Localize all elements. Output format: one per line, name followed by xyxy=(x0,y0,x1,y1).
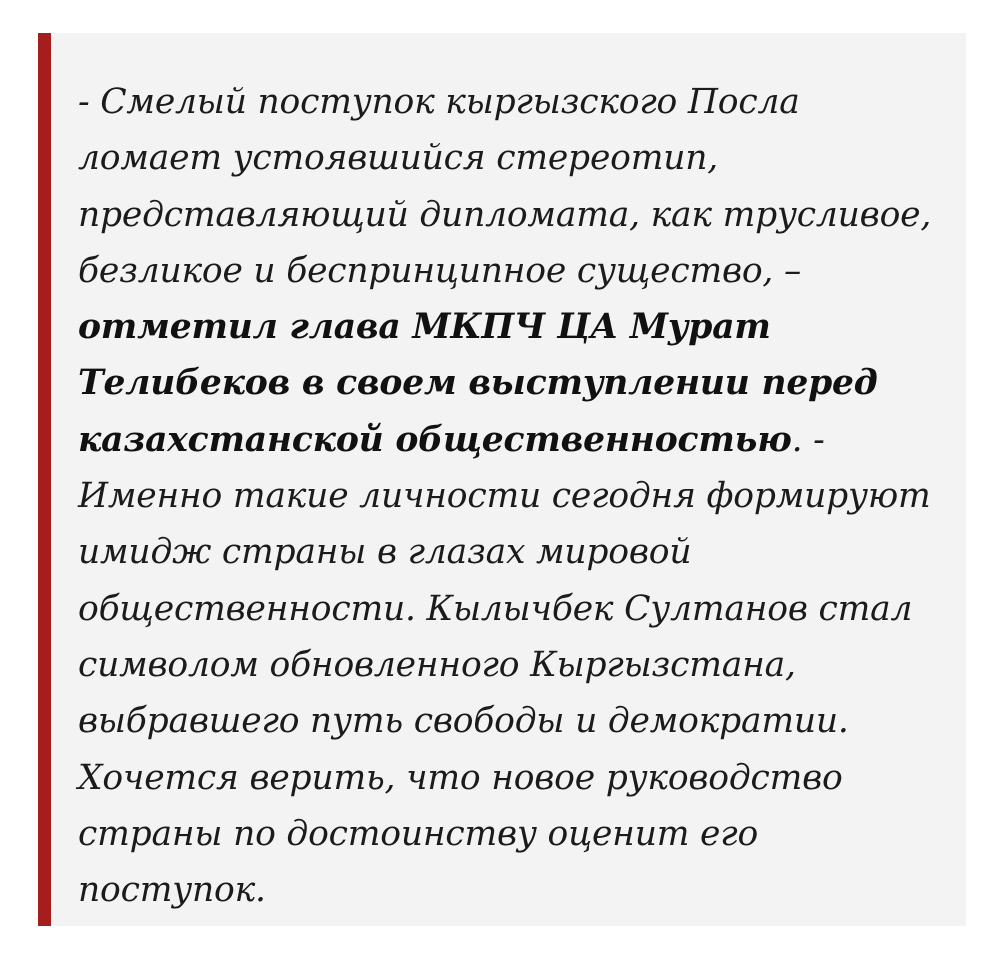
quote-line xyxy=(78,693,946,749)
quote-text xyxy=(78,74,946,918)
attribution-bold-text: казахстанской общественностью xyxy=(78,419,792,460)
quote-line-text: Хочется верить, что новое руководство xyxy=(78,757,843,798)
quote-line xyxy=(78,862,946,918)
quote-line-text: страны по достоинству оценит его xyxy=(78,813,759,854)
quote-line-text: Именно такие личности сегодня формируют xyxy=(78,476,931,517)
quote-line-text: выбравшего путь свободы и демократии. xyxy=(78,701,849,742)
quote-line-text: имидж страны в глазах мировой xyxy=(78,532,692,573)
quote-line xyxy=(78,806,946,862)
quote-line xyxy=(78,130,946,186)
quote-line-text: - Смелый поступок кыргызского Посла xyxy=(78,82,800,122)
quote-line-text: поступок. xyxy=(78,870,266,911)
quote-line xyxy=(78,524,946,580)
attribution-bold-text: Телибеков в своем выступлении перед xyxy=(78,363,878,404)
quote-line xyxy=(78,468,946,524)
quote-line xyxy=(78,412,946,468)
quote-line-text: символом обновленного Кыргызстана, xyxy=(78,644,796,685)
quote-line xyxy=(78,637,946,693)
quote-line-text: представляющий дипломата, как трусливое, xyxy=(78,194,932,235)
quote-line-text: безликое и беспринципное существо, – xyxy=(78,250,802,291)
quote-line-text: общественности. Кылычбек Султанов стал xyxy=(78,588,913,629)
quote-line xyxy=(78,750,946,806)
quote-line xyxy=(78,355,946,411)
quote-line xyxy=(78,581,946,637)
quote-line xyxy=(78,187,946,243)
quote-line-text: . - xyxy=(791,419,825,460)
quote-line xyxy=(78,74,946,130)
quote-line xyxy=(78,299,946,355)
quote-line xyxy=(78,243,946,299)
attribution-bold-text: отметил глава МКПЧ ЦА Мурат xyxy=(78,307,771,348)
blockquote xyxy=(38,33,966,926)
quote-line-text: ломает устоявшийся стереотип, xyxy=(78,138,719,179)
